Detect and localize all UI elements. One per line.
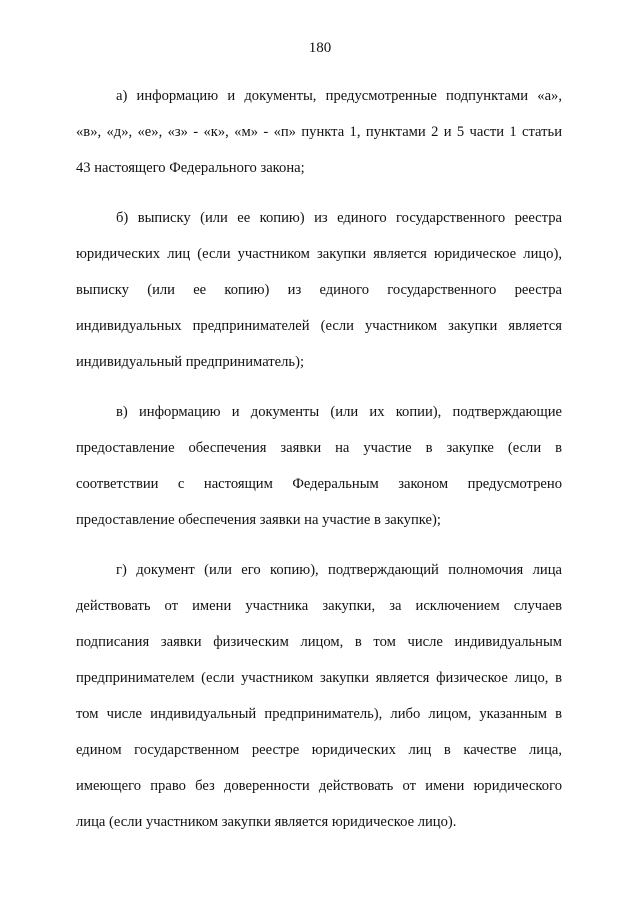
text-line: действовать от имени участника закупки, за исключением случаев: [76, 598, 562, 614]
text-line: лица (если участником закупки является юридическое лицо).: [76, 814, 457, 830]
text-line: индивидуальных предпринимателей (если участником закупки является: [76, 318, 562, 334]
paragraph-v: [76, 394, 562, 538]
text-line: том числе индивидуальный предприниматель), либо лицом, указанным в: [76, 706, 562, 722]
text-line: а) информацию и документы, предусмотренные подпунктами «а»,: [116, 88, 562, 104]
text-line: выписку (или ее копию) из единого государственного реестра: [76, 282, 562, 298]
text-line: б) выписку (или ее копию) из единого государственного реестра: [116, 210, 562, 226]
text-line: г) документ (или его копию), подтверждающий полномочия лица: [116, 562, 562, 578]
paragraph-a: [76, 78, 562, 186]
text-line: «в», «д», «е», «з» - «к», «м» - «п» пункта 1, пунктами 2 и 5 части 1 статьи: [76, 124, 562, 140]
text-line: предоставление обеспечения заявки на участие в закупке);: [76, 512, 441, 528]
text-line: подписания заявки физическим лицом, в том числе индивидуальным: [76, 634, 562, 650]
text-line: предоставление обеспечения заявки на участие в закупке (если в: [76, 440, 562, 456]
text-line: 43 настоящего Федерального закона;: [76, 160, 305, 176]
text-line: предпринимателем (если участником закупки является физическое лицо, в: [76, 670, 562, 686]
paragraph-b: [76, 200, 562, 380]
text-line: индивидуальный предприниматель);: [76, 354, 304, 370]
page-number: 180: [308, 40, 332, 56]
text-line: в) информацию и документы (или их копии), подтверждающие: [116, 404, 562, 420]
text-line: едином государственном реестре юридических лиц в качестве лица,: [76, 742, 562, 758]
document-body: [76, 78, 562, 854]
text-line: имеющего право без доверенности действовать от имени юридического: [76, 778, 562, 794]
text-line: юридических лиц (если участником закупки является юридическое лицо),: [76, 246, 562, 262]
text-line: соответствии с настоящим Федеральным законом предусмотрено: [76, 476, 562, 492]
paragraph-g: [76, 552, 562, 840]
